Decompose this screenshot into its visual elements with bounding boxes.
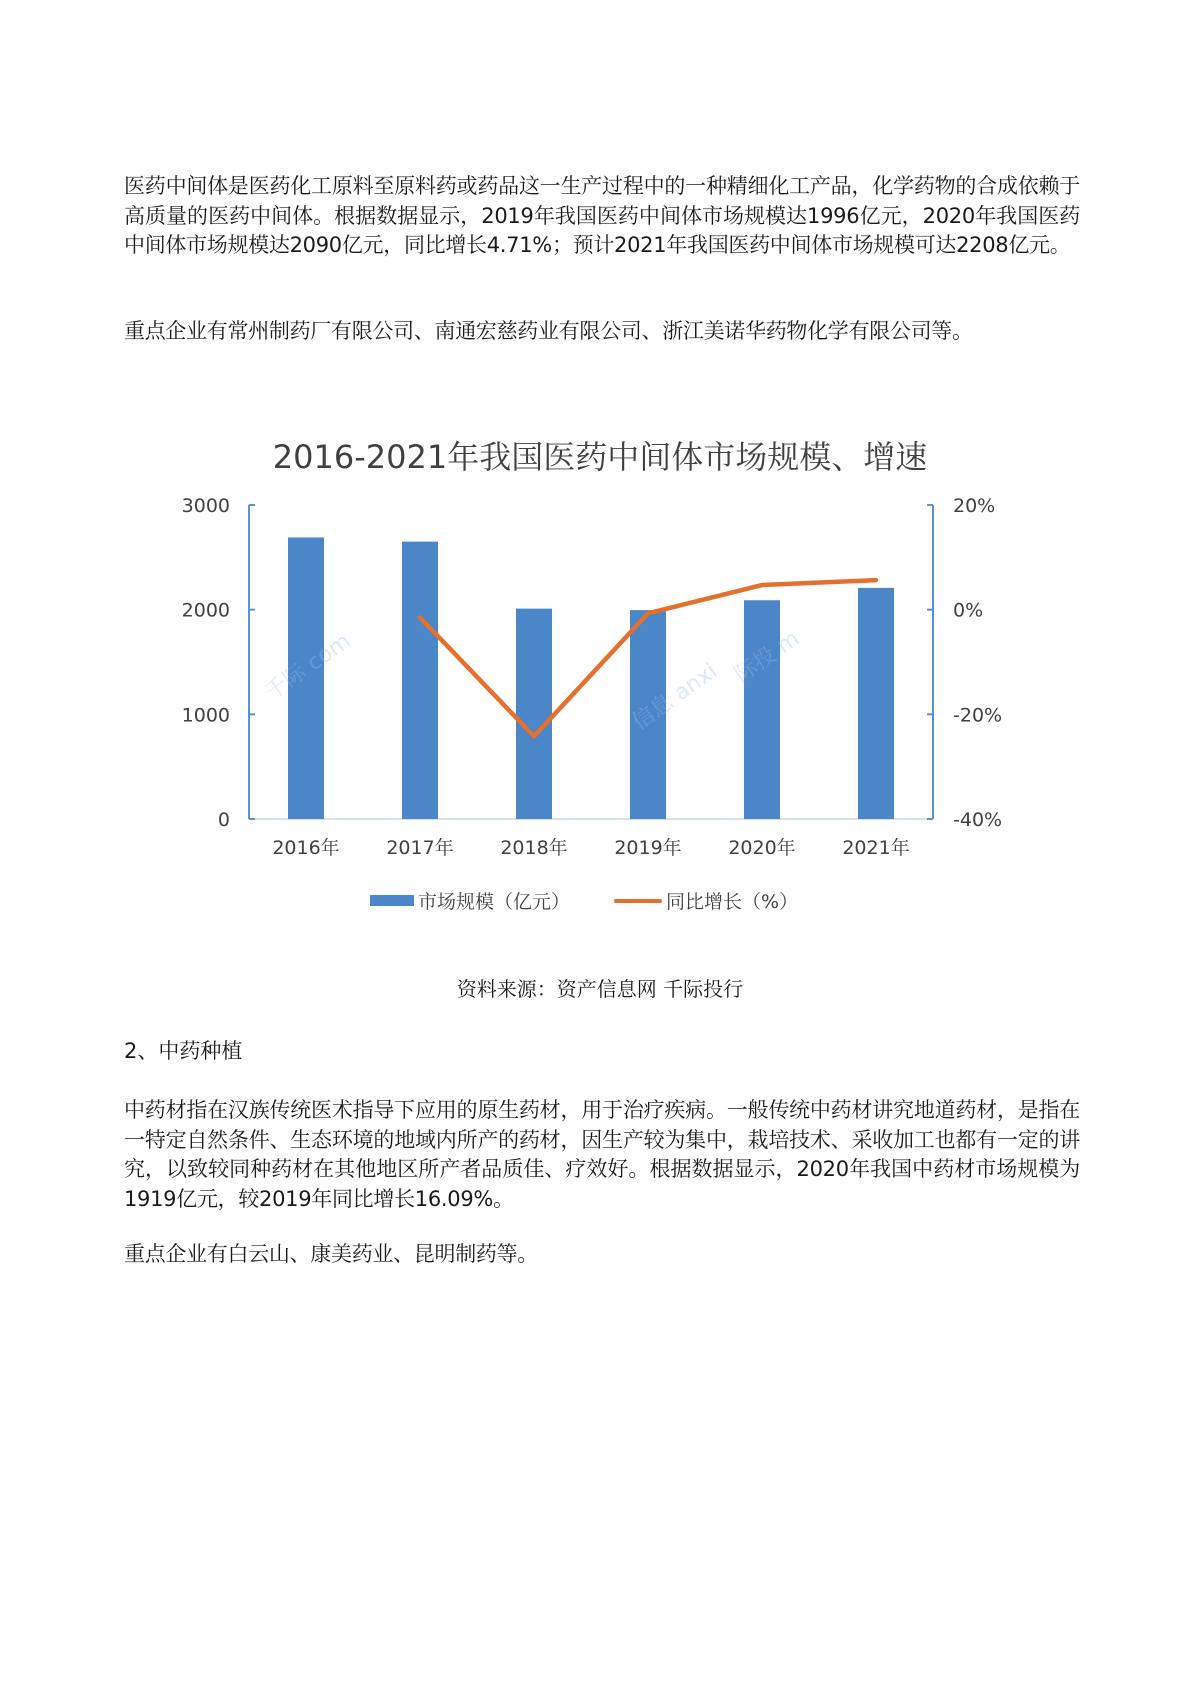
chart-title: 2016-2021年我国医药中间体市场规模、增速 <box>272 438 928 476</box>
svg-text:2016年: 2016年 <box>272 837 340 859</box>
chart-legend <box>370 887 798 914</box>
svg-text:0: 0 <box>217 809 230 831</box>
svg-text:2018年: 2018年 <box>500 837 568 859</box>
svg-text:2017年: 2017年 <box>386 837 454 859</box>
key-companies-paragraph: 重点企业有常州制药厂有限公司、南通宏慈药业有限公司、浙江美诺华药物化学有限公司等。 <box>124 319 973 343</box>
svg-text:3000: 3000 <box>181 495 230 517</box>
svg-text:0%: 0% <box>953 599 984 622</box>
bar-swatch-icon <box>370 895 414 906</box>
intro-paragraph: 医药中间体是医药化工原料至原料药或药品这一生产过程中的一种精细化工产品，化学药物的合成依赖于高质量的医药中间体。根据数据显示，2019年我国医药中间体市场规模达1996亿元，2020年我国医药中间体市场规模达2090亿元，同比增长4.71%；预计2021年我国医药中间体市场规模可达2208亿元。 <box>124 174 1080 257</box>
chart-axes <box>249 505 933 819</box>
tcm-paragraph: 中药材指在汉族传统医术指导下应用的原生药材，用于治疗疾病。一般传统中药材讲究地道药材，是指在一特定自然条件、生态环境的地域内所产的药材，因生产较为集中，栽培技术、采收加工也都有一定的讲究，以致较同种药材在其他地区所产者品质佳、疗效好。根据数据显示，2020年我国中药材市场规模为1919亿元，较2019年同比增长16.09%。 <box>124 1098 1080 1211</box>
svg-text:1000: 1000 <box>181 704 230 727</box>
legend-label: 市场规模（亿元） <box>418 891 571 913</box>
line-swatch-icon <box>614 899 662 903</box>
legend-label: 同比增长（%） <box>666 891 799 913</box>
svg-text:-40%: -40% <box>953 809 1003 831</box>
legend-item-market-size <box>370 887 570 914</box>
section-heading: 2、中药种植 <box>124 1039 243 1063</box>
svg-text:2020年: 2020年 <box>728 837 796 859</box>
watermark: 际投 m <box>730 626 805 689</box>
svg-text:2019年: 2019年 <box>614 837 682 859</box>
svg-text:2000: 2000 <box>181 599 230 622</box>
watermark: 千际 com <box>260 628 356 706</box>
svg-text:2021年: 2021年 <box>842 837 910 859</box>
watermark: 信息 anxi <box>627 658 723 736</box>
svg-text:-20%: -20% <box>953 704 1003 727</box>
tcm-companies-paragraph: 重点企业有白云山、康美药业、昆明制药等。 <box>124 1242 538 1266</box>
source-caption: 资料来源：资产信息网 千际投行 <box>456 977 744 1001</box>
svg-text:20%: 20% <box>953 495 996 517</box>
legend-item-growth <box>614 887 798 914</box>
bar-series <box>288 537 894 819</box>
